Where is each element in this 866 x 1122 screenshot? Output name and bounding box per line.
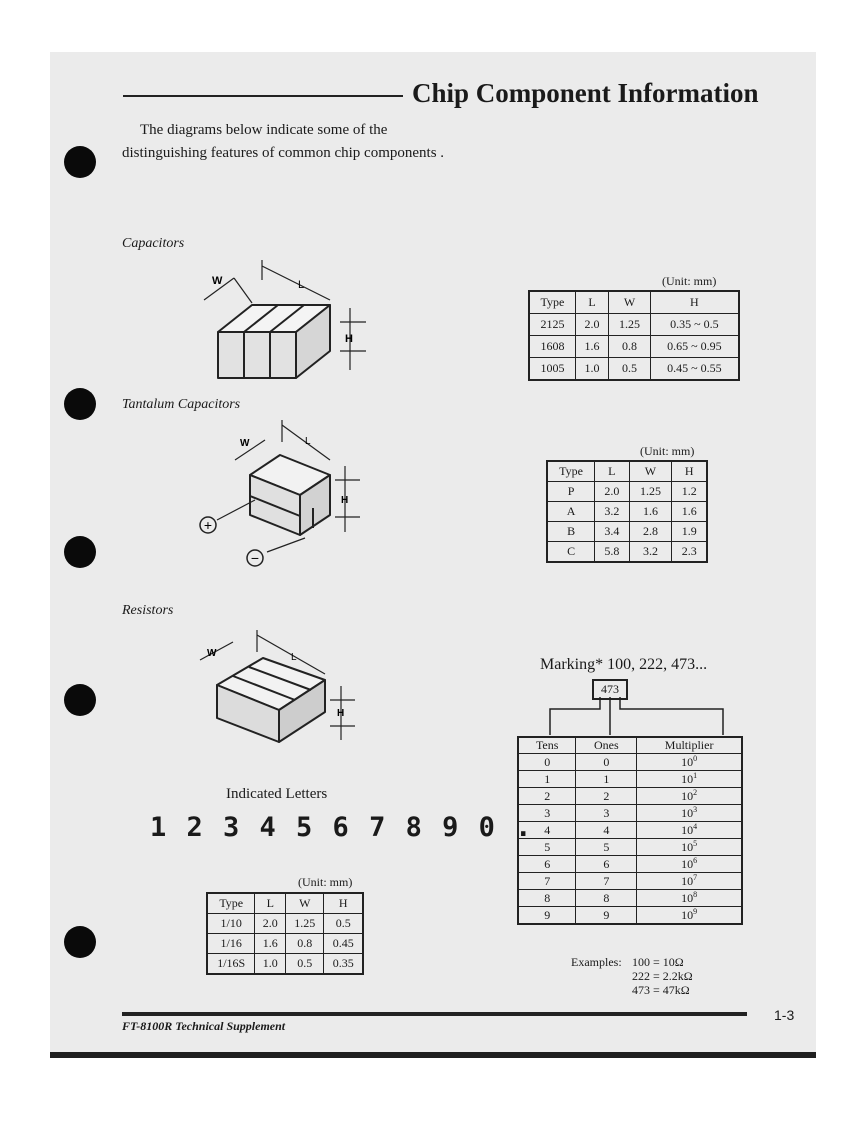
tantalum-unit-label: (Unit: mm) bbox=[640, 444, 695, 458]
table-cell: B bbox=[547, 522, 595, 542]
table-row bbox=[207, 914, 363, 934]
table-cell: 2.0 bbox=[255, 914, 286, 934]
multiplier-exponent: 1 bbox=[693, 771, 698, 780]
table-header-cell: Multiplier bbox=[637, 737, 742, 754]
table-row bbox=[547, 482, 707, 502]
table-row bbox=[518, 754, 742, 771]
table-row bbox=[518, 907, 742, 925]
intro-paragraph: The diagrams below indicate some of the distinguishing features of common chip components . bbox=[122, 122, 445, 161]
multiplier-base: 10 bbox=[681, 840, 694, 854]
table-cell: 1.6 bbox=[575, 336, 608, 358]
table-cell: 6 bbox=[518, 856, 576, 873]
table-cell: 1.6 bbox=[672, 502, 707, 522]
table-cell: A bbox=[547, 502, 595, 522]
table-cell: 1.25 bbox=[629, 482, 672, 502]
capacitors-label: Capacitors bbox=[122, 236, 185, 251]
table-cell: 1 bbox=[518, 771, 576, 788]
table-header-cell: Type bbox=[547, 461, 595, 482]
table-header-cell: Type bbox=[529, 291, 575, 314]
table-cell: 1.25 bbox=[609, 314, 651, 336]
multiplier-exponent: 5 bbox=[693, 839, 698, 848]
indicated-letters-label: Indicated Letters bbox=[226, 786, 328, 802]
table-header-cell: H bbox=[672, 461, 707, 482]
table-header-cell: H bbox=[650, 291, 739, 314]
l-dimension-label: L bbox=[291, 652, 297, 663]
l-dimension-label: L bbox=[298, 279, 305, 291]
table-cell: 0.65 ~ 0.95 bbox=[650, 336, 739, 358]
table-cell: C bbox=[547, 542, 595, 563]
multiplier-base: 10 bbox=[681, 908, 694, 922]
table-cell: 1.0 bbox=[255, 954, 286, 975]
table-header-row bbox=[529, 291, 739, 314]
title-rule bbox=[123, 95, 403, 97]
multiplier-base: 10 bbox=[681, 772, 694, 786]
table-row bbox=[547, 542, 707, 563]
table-cell: 1/10 bbox=[207, 914, 255, 934]
capacitor-diagram bbox=[190, 260, 370, 385]
multiplier-cell bbox=[637, 822, 742, 839]
table-row bbox=[207, 934, 363, 954]
binder-hole bbox=[64, 388, 96, 420]
multiplier-cell bbox=[637, 856, 742, 873]
plus-polarity-label: + bbox=[203, 517, 213, 533]
multiplier-exponent: 8 bbox=[693, 890, 698, 899]
resistor-dimension-table bbox=[206, 892, 364, 975]
multiplier-cell bbox=[637, 754, 742, 771]
multiplier-base: 10 bbox=[681, 823, 694, 837]
example-line: 473 = 47kΩ bbox=[632, 983, 690, 997]
table-cell: 0.8 bbox=[609, 336, 651, 358]
table-cell: 6 bbox=[576, 856, 637, 873]
multiplier-exponent: 7 bbox=[693, 873, 698, 882]
multiplier-cell bbox=[637, 771, 742, 788]
table-row bbox=[547, 522, 707, 542]
table-cell: 1/16S bbox=[207, 954, 255, 975]
table-row bbox=[518, 771, 742, 788]
multiplier-cell bbox=[637, 788, 742, 805]
table-row bbox=[518, 873, 742, 890]
table-header-cell: W bbox=[286, 893, 324, 914]
multiplier-base: 10 bbox=[681, 891, 694, 905]
l-dimension-label: L bbox=[305, 436, 311, 447]
table-cell: 2.8 bbox=[629, 522, 672, 542]
binder-hole bbox=[64, 146, 96, 178]
table-cell: 1 bbox=[576, 771, 637, 788]
table-cell: 8 bbox=[576, 890, 637, 907]
multiplier-base: 10 bbox=[681, 874, 694, 888]
table-cell: 0 bbox=[518, 754, 576, 771]
table-header-cell: Type bbox=[207, 893, 255, 914]
table-cell: 3 bbox=[576, 805, 637, 822]
table-header-cell: L bbox=[595, 461, 629, 482]
table-row bbox=[529, 314, 739, 336]
table-row bbox=[207, 954, 363, 975]
capacitor-dimension-table bbox=[528, 290, 740, 381]
table-cell: 7 bbox=[576, 873, 637, 890]
table-cell: 1.0 bbox=[575, 358, 608, 381]
binder-hole bbox=[64, 684, 96, 716]
table-cell: 3.4 bbox=[595, 522, 629, 542]
table-header-row bbox=[207, 893, 363, 914]
marking-code-table bbox=[517, 736, 743, 925]
table-cell: 0.8 bbox=[286, 934, 324, 954]
multiplier-base: 10 bbox=[681, 755, 694, 769]
table-cell: 0.5 bbox=[286, 954, 324, 975]
table-cell: 0.5 bbox=[609, 358, 651, 381]
table-cell: 9 bbox=[576, 907, 637, 925]
marking-connector-lines bbox=[545, 697, 730, 737]
table-header-row bbox=[518, 737, 742, 754]
h-dimension-label: H bbox=[337, 708, 345, 719]
table-row bbox=[518, 856, 742, 873]
w-dimension-label: W bbox=[240, 438, 250, 449]
w-dimension-label: W bbox=[207, 648, 217, 659]
table-row bbox=[518, 788, 742, 805]
multiplier-base: 10 bbox=[681, 806, 694, 820]
multiplier-cell bbox=[637, 907, 742, 925]
table-header-cell: W bbox=[609, 291, 651, 314]
h-dimension-label: H bbox=[341, 495, 349, 506]
table-header-cell: H bbox=[324, 893, 363, 914]
table-cell: 2.0 bbox=[595, 482, 629, 502]
table-cell: P bbox=[547, 482, 595, 502]
table-cell: 1.2 bbox=[672, 482, 707, 502]
table-cell: 3.2 bbox=[629, 542, 672, 563]
footer-rule bbox=[122, 1012, 747, 1016]
table-cell: 1/16 bbox=[207, 934, 255, 954]
table-cell: 2.0 bbox=[575, 314, 608, 336]
resistor-diagram bbox=[195, 630, 365, 745]
table-row bbox=[547, 502, 707, 522]
binder-hole bbox=[64, 926, 96, 958]
examples-label: Examples: bbox=[571, 955, 622, 969]
table-cell: 4 bbox=[576, 822, 637, 839]
table-header-cell: L bbox=[255, 893, 286, 914]
multiplier-cell bbox=[637, 873, 742, 890]
table-cell: 7 bbox=[518, 873, 576, 890]
table-cell: 2 bbox=[576, 788, 637, 805]
resistors-label: Resistors bbox=[122, 603, 174, 618]
table-cell: 1.6 bbox=[255, 934, 286, 954]
multiplier-exponent: 6 bbox=[693, 856, 698, 865]
table-row bbox=[529, 358, 739, 381]
resistor-unit-label: (Unit: mm) bbox=[298, 875, 353, 889]
table-cell: 5 bbox=[518, 839, 576, 856]
page-number: 1-3 bbox=[774, 1007, 795, 1023]
multiplier-exponent: 0 bbox=[693, 754, 698, 763]
table-cell: 0 bbox=[576, 754, 637, 771]
page-title: Chip Component Information bbox=[412, 78, 759, 108]
example-line: 222 = 2.2kΩ bbox=[632, 969, 693, 983]
table-cell: 8 bbox=[518, 890, 576, 907]
table-header-cell: L bbox=[575, 291, 608, 314]
table-cell: 1.6 bbox=[629, 502, 672, 522]
multiplier-cell bbox=[637, 890, 742, 907]
multiplier-cell bbox=[637, 839, 742, 856]
table-header-row bbox=[547, 461, 707, 482]
example-line: 100 = 10Ω bbox=[632, 955, 684, 969]
binder-hole bbox=[64, 536, 96, 568]
tantalum-capacitor-diagram bbox=[195, 420, 365, 570]
table-cell: 0.35 bbox=[324, 954, 363, 975]
marking-example-code: 473 bbox=[592, 679, 628, 700]
table-row bbox=[518, 822, 742, 839]
table-cell: 0.5 bbox=[324, 914, 363, 934]
table-row bbox=[529, 336, 739, 358]
h-dimension-label: H bbox=[345, 333, 353, 345]
table-cell: 5 bbox=[576, 839, 637, 856]
multiplier-cell bbox=[637, 805, 742, 822]
table-row bbox=[518, 805, 742, 822]
page-edge-shadow bbox=[50, 1052, 816, 1058]
minus-polarity-label: − bbox=[250, 550, 260, 566]
table-header-cell: Ones bbox=[576, 737, 637, 754]
table-row bbox=[518, 890, 742, 907]
multiplier-base: 10 bbox=[681, 789, 694, 803]
table-row bbox=[518, 839, 742, 856]
multiplier-exponent: 9 bbox=[693, 907, 698, 916]
table-cell: 3 bbox=[518, 805, 576, 822]
footer-document-title: FT-8100R Technical Supplement bbox=[122, 1019, 286, 1033]
table-cell: 3.2 bbox=[595, 502, 629, 522]
table-cell: 5.8 bbox=[595, 542, 629, 563]
multiplier-exponent: 3 bbox=[693, 805, 698, 814]
table-cell: 0.45 ~ 0.55 bbox=[650, 358, 739, 381]
tantalum-dimension-table bbox=[546, 460, 708, 563]
table-cell: 2 bbox=[518, 788, 576, 805]
marking-label: Marking* 100, 222, 473... bbox=[540, 656, 708, 673]
tantalum-capacitors-label: Tantalum Capacitors bbox=[122, 397, 241, 412]
capacitor-unit-label: (Unit: mm) bbox=[662, 274, 717, 288]
table-header-cell: Tens bbox=[518, 737, 576, 754]
multiplier-base: 10 bbox=[681, 857, 694, 871]
multiplier-exponent: 4 bbox=[693, 822, 698, 831]
table-cell: 4 bbox=[518, 822, 576, 839]
table-cell: 1.9 bbox=[672, 522, 707, 542]
table-cell: 0.45 bbox=[324, 934, 363, 954]
table-cell: 9 bbox=[518, 907, 576, 925]
table-cell: 1.25 bbox=[286, 914, 324, 934]
multiplier-exponent: 2 bbox=[693, 788, 698, 797]
table-cell: 2125 bbox=[529, 314, 575, 336]
w-dimension-label: W bbox=[212, 275, 223, 287]
table-cell: 2.3 bbox=[672, 542, 707, 563]
table-cell: 1005 bbox=[529, 358, 575, 381]
table-cell: 0.35 ~ 0.5 bbox=[650, 314, 739, 336]
table-cell: 1608 bbox=[529, 336, 575, 358]
indicated-letters-glyphs: 1 2 3 4 5 6 7 8 9 0 . bbox=[150, 812, 534, 843]
table-header-cell: W bbox=[629, 461, 672, 482]
